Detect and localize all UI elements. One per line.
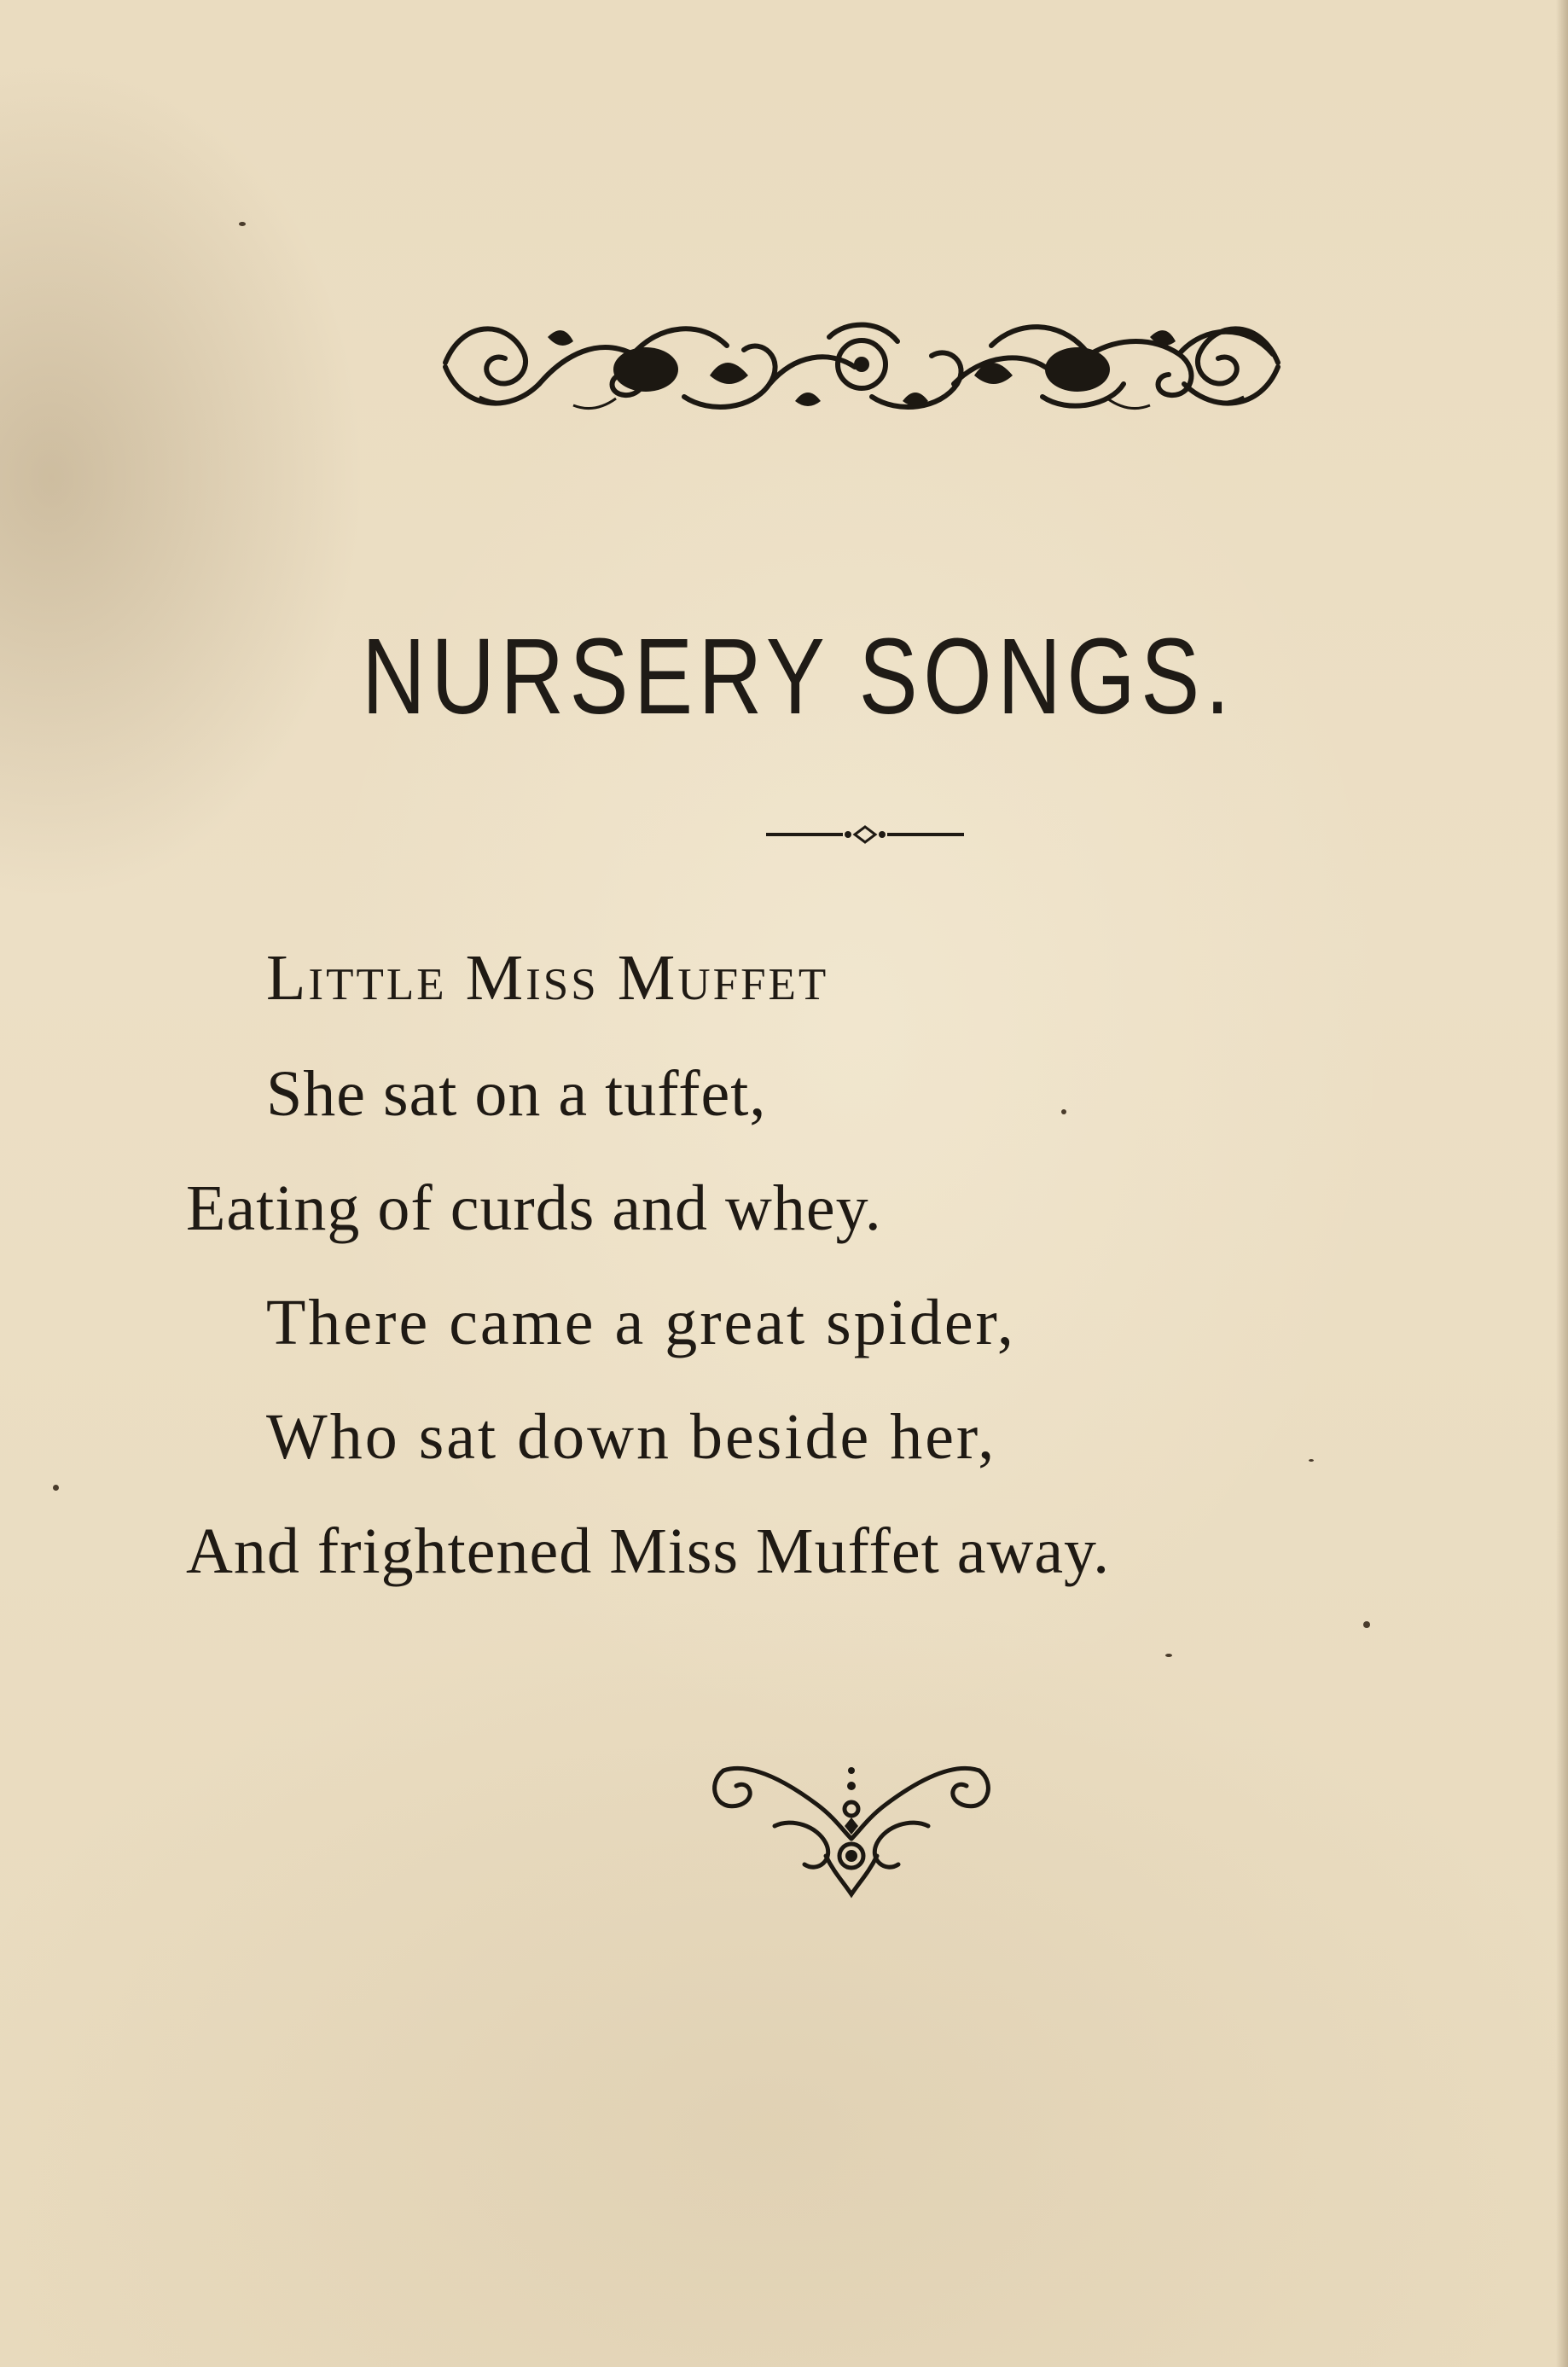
poem-line-2: She sat on a tuffet,: [266, 1058, 767, 1130]
poem-line-1: Little Miss Muffet: [266, 942, 829, 1014]
poem-line-4: There came a great spider,: [266, 1287, 1016, 1358]
page-title: NURSERY SONGS.: [362, 616, 1236, 736]
poem-line-3: Eating of curds and whey.: [186, 1172, 882, 1244]
paper-speck: [1165, 1654, 1172, 1657]
scroll-tailpiece-ornament: [698, 1745, 1005, 1907]
paper-speck: [239, 222, 246, 226]
poem-line-5: Who sat down beside her,: [266, 1401, 997, 1473]
poem-line-6: And frightened Miss Muffet away.: [186, 1515, 1111, 1587]
paper-speck: [1363, 1621, 1370, 1628]
paper-speck: [1061, 1109, 1066, 1114]
paper-speck: [1309, 1459, 1314, 1462]
paper-speck: [53, 1485, 59, 1491]
